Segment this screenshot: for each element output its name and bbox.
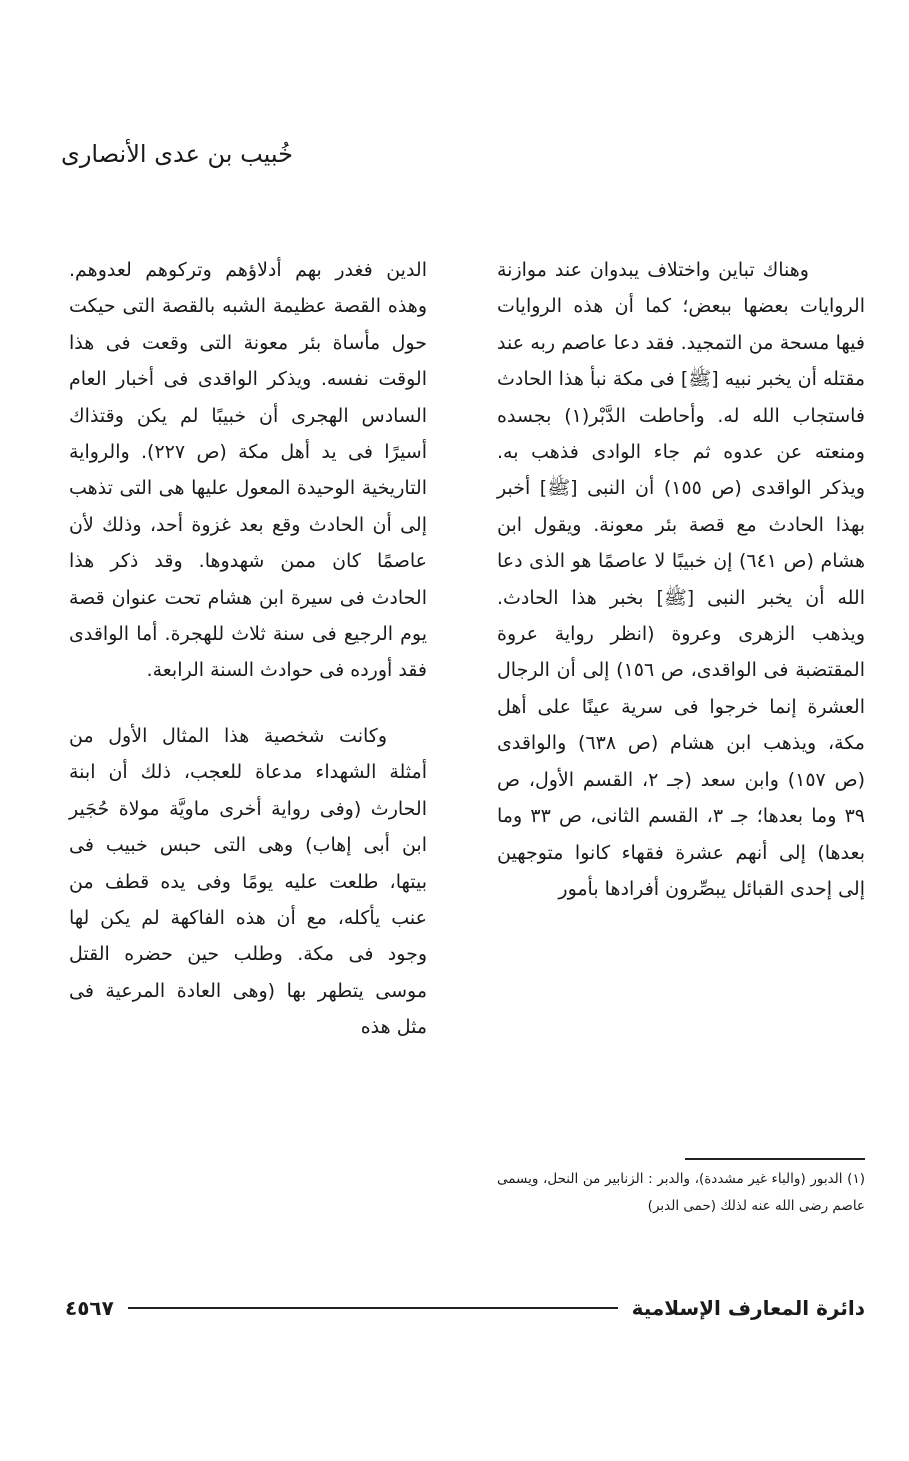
paragraph: الدين فغدر بهم أدلاؤهم وتركوهم لعدوهم. وهذه القصة عظيمة الشبه بالقصة التى حيكت حول مأساة بئر معونة التى وقعت فى هذا الوقت نفسه. ويذكر الواقدى فى أخبار العام السادس الهجرى أن خبيبًا لم يكن وقتذاك أسيرًا فى يد أهل مكة (ص ٢٢٧). والرواية التاريخية الوحيدة المعول عليها هى التى تذهب إلى أن الحادث وقع بعد غزوة أحد، وذلك لأن عاصمًا كان ممن شهدوها. وقد ذكر هذا الحادث فى سيرة ابن هشام تحت عنوان قصة يوم الرجيع فى سنة ثلاث للهجرة. أما الواقدى فقد أورده فى حوادث السنة الرابعة.: [69, 259, 427, 682]
text-column-right: [497, 252, 865, 907]
publication-title: دائرة المعارف الإسلامية: [631, 1296, 865, 1320]
page-footer: [65, 1290, 865, 1326]
paragraph: وهناك تباين واختلاف يبدوان عند موازنة الروايات بعضها ببعض؛ كما أن هذه الروايات فيها مسحة من التمجيد. فقد دعا عاصم ربه عند مقتله أن يخبر نبيه [ﷺ] فى مكة نبأ هذا الحادث فاستجاب الله له. وأحاطت الدَّبْر(١) بجسده ومنعته عن عدوه ثم جاء الوادى فذهب به. ويذكر الواقدى (ص ١٥٥) أن النبى [ﷺ] أخبر بهذا الحادث مع قصة بئر معونة. ويقول ابن هشام (ص ٦٤١) إن خبيبًا لا عاصمًا هو الذى دعا الله أن يخبر النبى [ﷺ] بخبر هذا الحادث. ويذهب الزهرى وعروة (انظر رواية عروة المقتضبة فى الواقدى، ص ١٥٦) إلى أن الرجال العشرة إنما خرجوا فى سرية عينًا على أهل مكة، ويذهب ابن هشام (ص ٦٣٨) والواقدى (ص ١٥٧) وابن سعد (جـ ٢، القسم الأول، ص ٣٩ وما بعدها؛ جـ ٣، القسم الثانى، ص ٣٣ وما بعدها) إلى أنهم عشرة فقهاء كانوا متوجهين إلى إحدى القبائل يبصِّرون أفرادها بأمور: [497, 259, 866, 900]
running-title: خُبيب بن عدى الأنصارى: [61, 140, 293, 168]
footer-divider: [128, 1307, 618, 1309]
footnotes: [497, 1166, 865, 1220]
footnote-divider: [685, 1158, 865, 1160]
page-number: ٤٥٦٧: [65, 1296, 114, 1320]
text-column-left: [69, 252, 427, 1046]
footnote: (١) الدبور (والباء غير مشددة)، والدبر : الزنابير من النحل، ويسمى عاصم رضى الله عنه لذلك (حمى الدبر): [497, 1171, 865, 1214]
paragraph: وكانت شخصية هذا المثال الأول من أمثلة الشهداء مدعاة للعجب، ذلك أن ابنة الحارث (وفى رواية أخرى ماويَّة مولاة حُجَير ابن أبى إهاب) وهى التى حبس خبيب فى بيتها، طلعت عليه يومًا وفى يده قطف من عنب يأكله، مع أن هذه الفاكهة لم يكن لها وجود فى مكة. وطلب حين حضره القتل موسى يتطهر بها (وهى العادة المرعية فى مثل هذه: [69, 724, 427, 1039]
